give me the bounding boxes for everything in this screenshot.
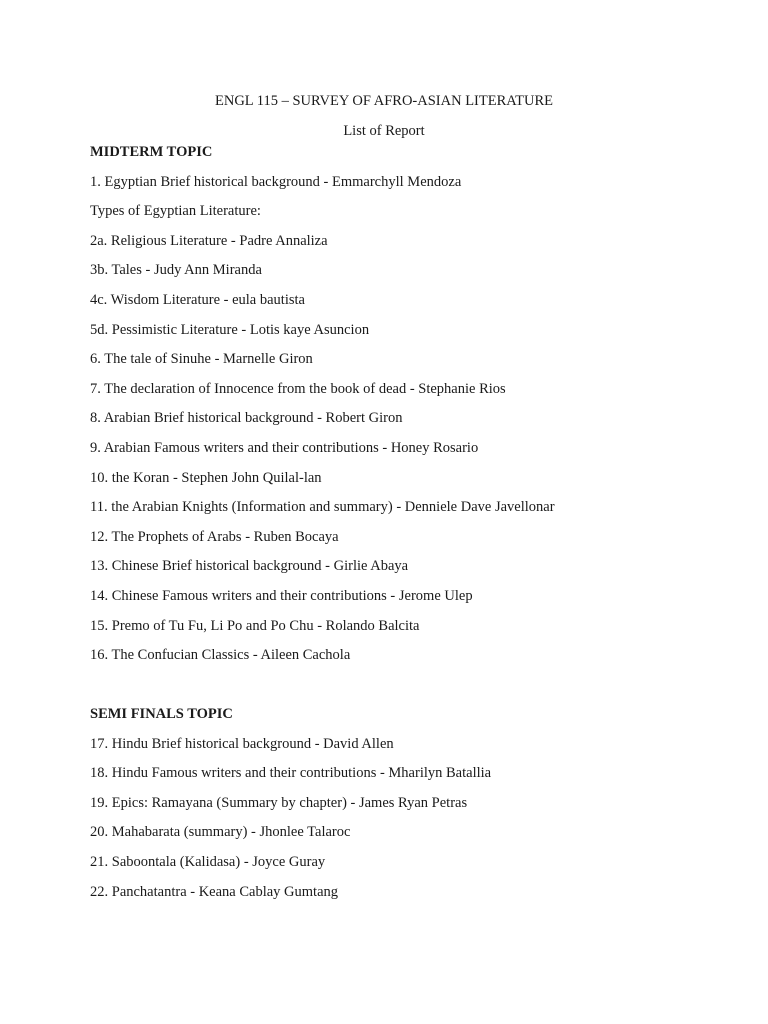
list-item: 18. Hindu Famous writers and their contributions - Mharilyn Batallia xyxy=(90,765,492,782)
list-item: 4c. Wisdom Literature - eula bautista xyxy=(90,291,305,308)
list-item: 11. the Arabian Knights (Information and summary) - Denniele Dave Javellonar xyxy=(90,499,555,516)
list-item: 6. The tale of Sinuhe - Marnelle Giron xyxy=(90,351,313,368)
list-item: 9. Arabian Famous writers and their contributions - Honey Rosario xyxy=(90,439,479,456)
semi-finals-list xyxy=(90,735,708,901)
list-item: 3b. Tales - Judy Ann Miranda xyxy=(90,262,262,279)
list-item: 10. the Koran - Stephen John Quilal-lan xyxy=(90,469,322,486)
list-item: 8. Arabian Brief historical background - Robert Giron xyxy=(90,410,403,427)
list-item: 16. The Confucian Classics - Aileen Cachola xyxy=(90,647,351,664)
midterm-list xyxy=(90,173,708,665)
list-item: 21. Saboontala (Kalidasa) - Joyce Guray xyxy=(90,854,326,871)
list-item: 13. Chinese Brief historical background - Girlie Abaya xyxy=(90,558,409,575)
list-item: 22. Panchatantra - Keana Cablay Gumtang xyxy=(90,883,339,900)
list-item: 19. Epics: Ramayana (Summary by chapter) - James Ryan Petras xyxy=(90,794,468,811)
list-item: 1. Egyptian Brief historical background - Emmarchyll Mendoza xyxy=(90,173,462,190)
midterm-heading: MIDTERM TOPIC xyxy=(90,144,213,160)
list-item: 5d. Pessimistic Literature - Lotis kaye Asuncion xyxy=(90,321,370,338)
list-item: 7. The declaration of Innocence from the book of dead - Stephanie Rios xyxy=(90,380,506,397)
list-item: Types of Egyptian Literature: xyxy=(90,203,261,220)
semi-finals-heading: SEMI FINALS TOPIC xyxy=(90,706,233,723)
list-item: 17. Hindu Brief historical background - David Allen xyxy=(90,735,394,752)
list-item: 15. Premo of Tu Fu, Li Po and Po Chu - Rolando Balcita xyxy=(90,617,420,634)
list-item: 20. Mahabarata (summary) - Jhonlee Talaroc xyxy=(90,824,351,841)
list-item: 2a. Religious Literature - Padre Annaliza xyxy=(90,232,328,249)
page-title: ENGL 115 – SURVEY OF AFRO-ASIAN LITERATURE xyxy=(215,93,553,109)
list-item: 14. Chinese Famous writers and their contributions - Jerome Ulep xyxy=(90,587,473,604)
list-item: 12. The Prophets of Arabs - Ruben Bocaya xyxy=(90,528,339,545)
page-subtitle: List of Report xyxy=(343,123,425,139)
